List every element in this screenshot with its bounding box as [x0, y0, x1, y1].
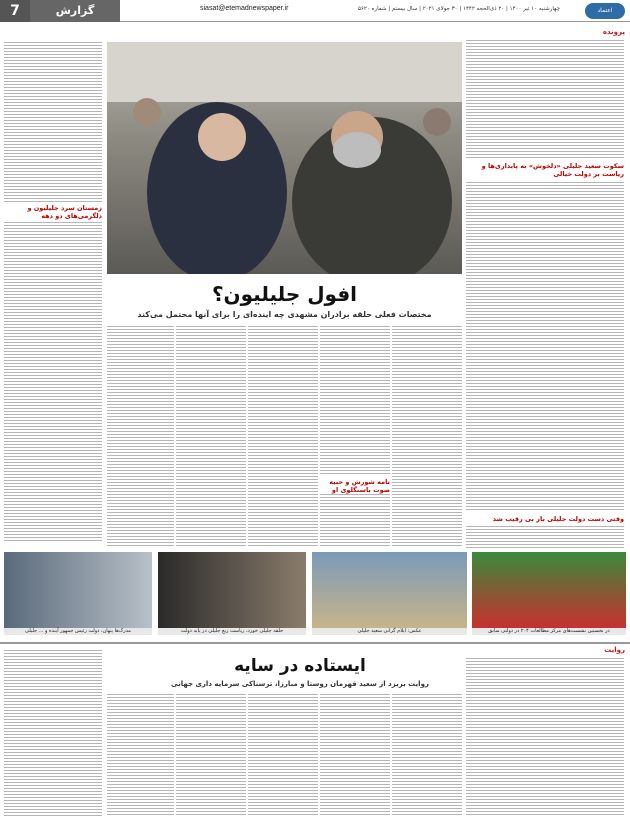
main-text-col-2b: [320, 494, 390, 548]
main-text-col-1: [392, 326, 462, 548]
main-subheadline: مختصات فعلی حلقه برادران مشهدی چه اینده‌ای را برای آنها محتمل می‌کند: [137, 310, 432, 319]
caption-1: مدرک‌ها پنهان، دولت رئیس جمهور آینده و ... جلیلی: [4, 628, 152, 635]
page-number: 7: [0, 0, 30, 22]
bottom-text-col-1: [392, 694, 462, 816]
section-divider: [0, 642, 630, 644]
bottom-text-col-3: [248, 694, 318, 816]
right-column-text-2: [466, 182, 624, 512]
photo-4: [472, 552, 626, 628]
bottom-text-left: [4, 650, 102, 816]
bottom-text-right: [466, 658, 624, 816]
caption-4: در نخستین نشست‌های مرکز مطالعات ۲۰۴ در دولتی سابق: [472, 628, 626, 635]
main-text-col-2: [320, 326, 390, 476]
caption-2: حلقه جلیلی خورد، ریاست ربع جلیلی در پایه دولت: [158, 628, 306, 635]
caption-3: عکس: ایلام گرانی سعید جلیلی: [312, 628, 467, 635]
photo-2: [158, 552, 306, 628]
left-column-text-bottom: [4, 222, 102, 542]
photo-3: [312, 552, 467, 628]
main-text-col-3: [248, 326, 318, 548]
newspaper-logo: اعتماد: [585, 3, 625, 19]
bottom-story-label: روایت: [604, 646, 625, 654]
page-header: [0, 0, 630, 22]
right-column-text-3: [466, 526, 624, 548]
right-subhead-1: سکوت سعید جلیلی «دلخوش» به پایداری‌ها و ریاست بر دولت خیالی: [481, 162, 624, 178]
bottom-headline: ایستاده در سایه: [234, 656, 366, 676]
left-subhead-1: زمستان سرد جلیلیون و دلگرمی‌های دو دهه: [27, 204, 102, 220]
bottom-subheadline: روایت بریزد از سعید قهرمان روستا و مبارزا، ترسناکی سرمایه داری جهانی: [171, 680, 429, 688]
email-link[interactable]: siasat@etemadnewspaper.ir: [200, 5, 289, 12]
main-text-col-5: [107, 326, 174, 548]
right-subhead-2: وقتی دست دولت جلیلی باز بی رقیب شد: [492, 515, 624, 523]
bottom-text-col-2: [320, 694, 390, 816]
bottom-text-col-5: [107, 694, 174, 816]
right-column-label: پرونده: [602, 28, 625, 36]
right-column-text-1: [466, 40, 624, 160]
main-mid-subhead: نامه شورش و حبیه صوت باسنگلوی او: [329, 478, 390, 494]
left-column-text-top: [4, 42, 102, 202]
main-photo-figures: [107, 42, 462, 274]
bottom-text-col-4: [176, 694, 246, 816]
main-headline: افول جلیلیون؟: [211, 282, 358, 306]
section-title: گزارش: [30, 0, 120, 22]
main-text-col-4: [176, 326, 246, 548]
photo-1: [4, 552, 152, 628]
main-photo: [107, 42, 462, 274]
date-line: چهارشنبه ۱۰ تیر ۱۴۰۰ | ۲۰ ذی‌الحجه ۱۴۴۲ | ۳۰ جولای ۲۰۲۱ | سال بیستم | شماره ۵۶۲۰: [357, 6, 560, 12]
